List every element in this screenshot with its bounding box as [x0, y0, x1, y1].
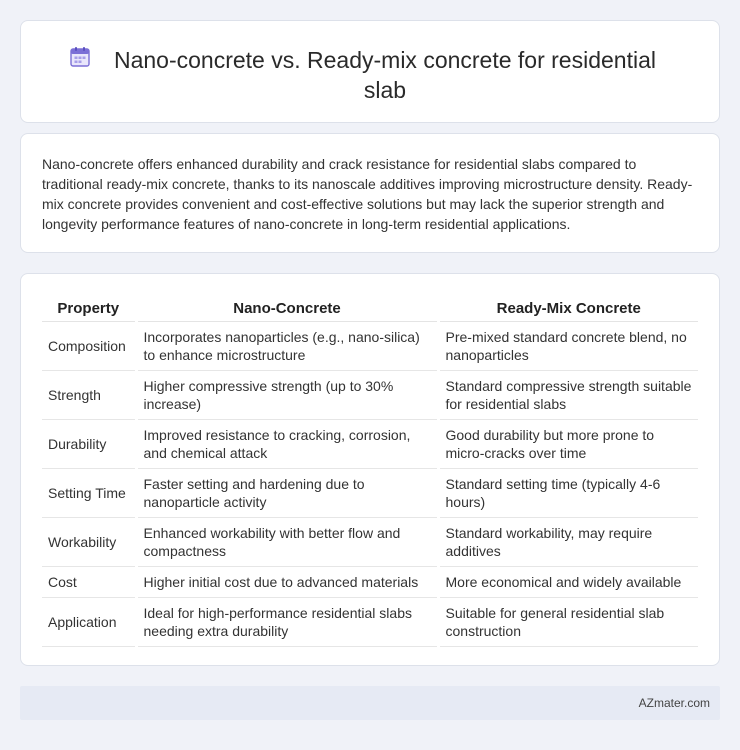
table-row: [42, 517, 698, 566]
column-header-property: Property: [42, 293, 136, 321]
nano-concrete-cell: Higher compressive strength (up to 30% increase): [136, 370, 438, 419]
table-row: [42, 370, 698, 419]
row-label: Durability: [42, 419, 136, 468]
row-label: Workability: [42, 517, 136, 566]
ready-mix-cell: Suitable for general residential slab construction: [438, 597, 698, 646]
column-header-nano-concrete: Nano-Concrete: [136, 293, 438, 321]
ready-mix-cell: Pre-mixed standard concrete blend, no nanoparticles: [438, 321, 698, 370]
page-title: Nano-concrete vs. Ready-mix concrete for residential slab: [113, 47, 656, 103]
column-header-ready-mix-concrete: Ready-Mix Concrete: [438, 293, 698, 321]
nano-concrete-cell: Enhanced workability with better flow and compactness: [136, 517, 438, 566]
comparison-card: [20, 273, 720, 666]
table-row: [42, 419, 698, 468]
nano-concrete-cell: Faster setting and hardening due to nanoparticle activity: [136, 468, 438, 517]
table-row: [42, 468, 698, 517]
table-header-row: [42, 293, 698, 321]
ready-mix-cell: Standard workability, may require additives: [438, 517, 698, 566]
comparison-table: [42, 293, 698, 647]
table-row: [42, 597, 698, 646]
footer-brand: AZmater.com: [638, 696, 710, 710]
row-label: Setting Time: [42, 468, 136, 517]
ready-mix-cell: Good durability but more prone to micro-cracks over time: [438, 419, 698, 468]
title-card: [20, 20, 720, 123]
ready-mix-cell: Standard setting time (typically 4-6 hours): [438, 468, 698, 517]
summary-text: Nano-concrete offers enhanced durability and crack resistance for residential slabs compared to traditional ready-mix concrete, thanks to its nanoscale additives improving microstructure density. Ready-mix concrete provides convenient and cost-effective solutions but may lack the superior strength and longevity performance features of nano-concrete in long-term residential applications.: [42, 156, 693, 232]
nano-concrete-cell: Incorporates nanoparticles (e.g., nano-silica) to enhance microstructure: [136, 321, 438, 370]
ready-mix-cell: Standard compressive strength suitable for residential slabs: [438, 370, 698, 419]
summary-card: [20, 133, 720, 253]
row-label: Strength: [42, 370, 136, 419]
nano-concrete-cell: Ideal for high-performance residential slabs needing extra durability: [136, 597, 438, 646]
row-label: Cost: [42, 566, 136, 597]
table-row: [42, 321, 698, 370]
nano-concrete-cell: Higher initial cost due to advanced materials: [136, 566, 438, 597]
table-row: [42, 566, 698, 597]
row-label: Composition: [42, 321, 136, 370]
ready-mix-cell: More economical and widely available: [438, 566, 698, 597]
nano-concrete-cell: Improved resistance to cracking, corrosion, and chemical attack: [136, 419, 438, 468]
row-label: Application: [42, 597, 136, 646]
footer-bar: [20, 686, 720, 720]
